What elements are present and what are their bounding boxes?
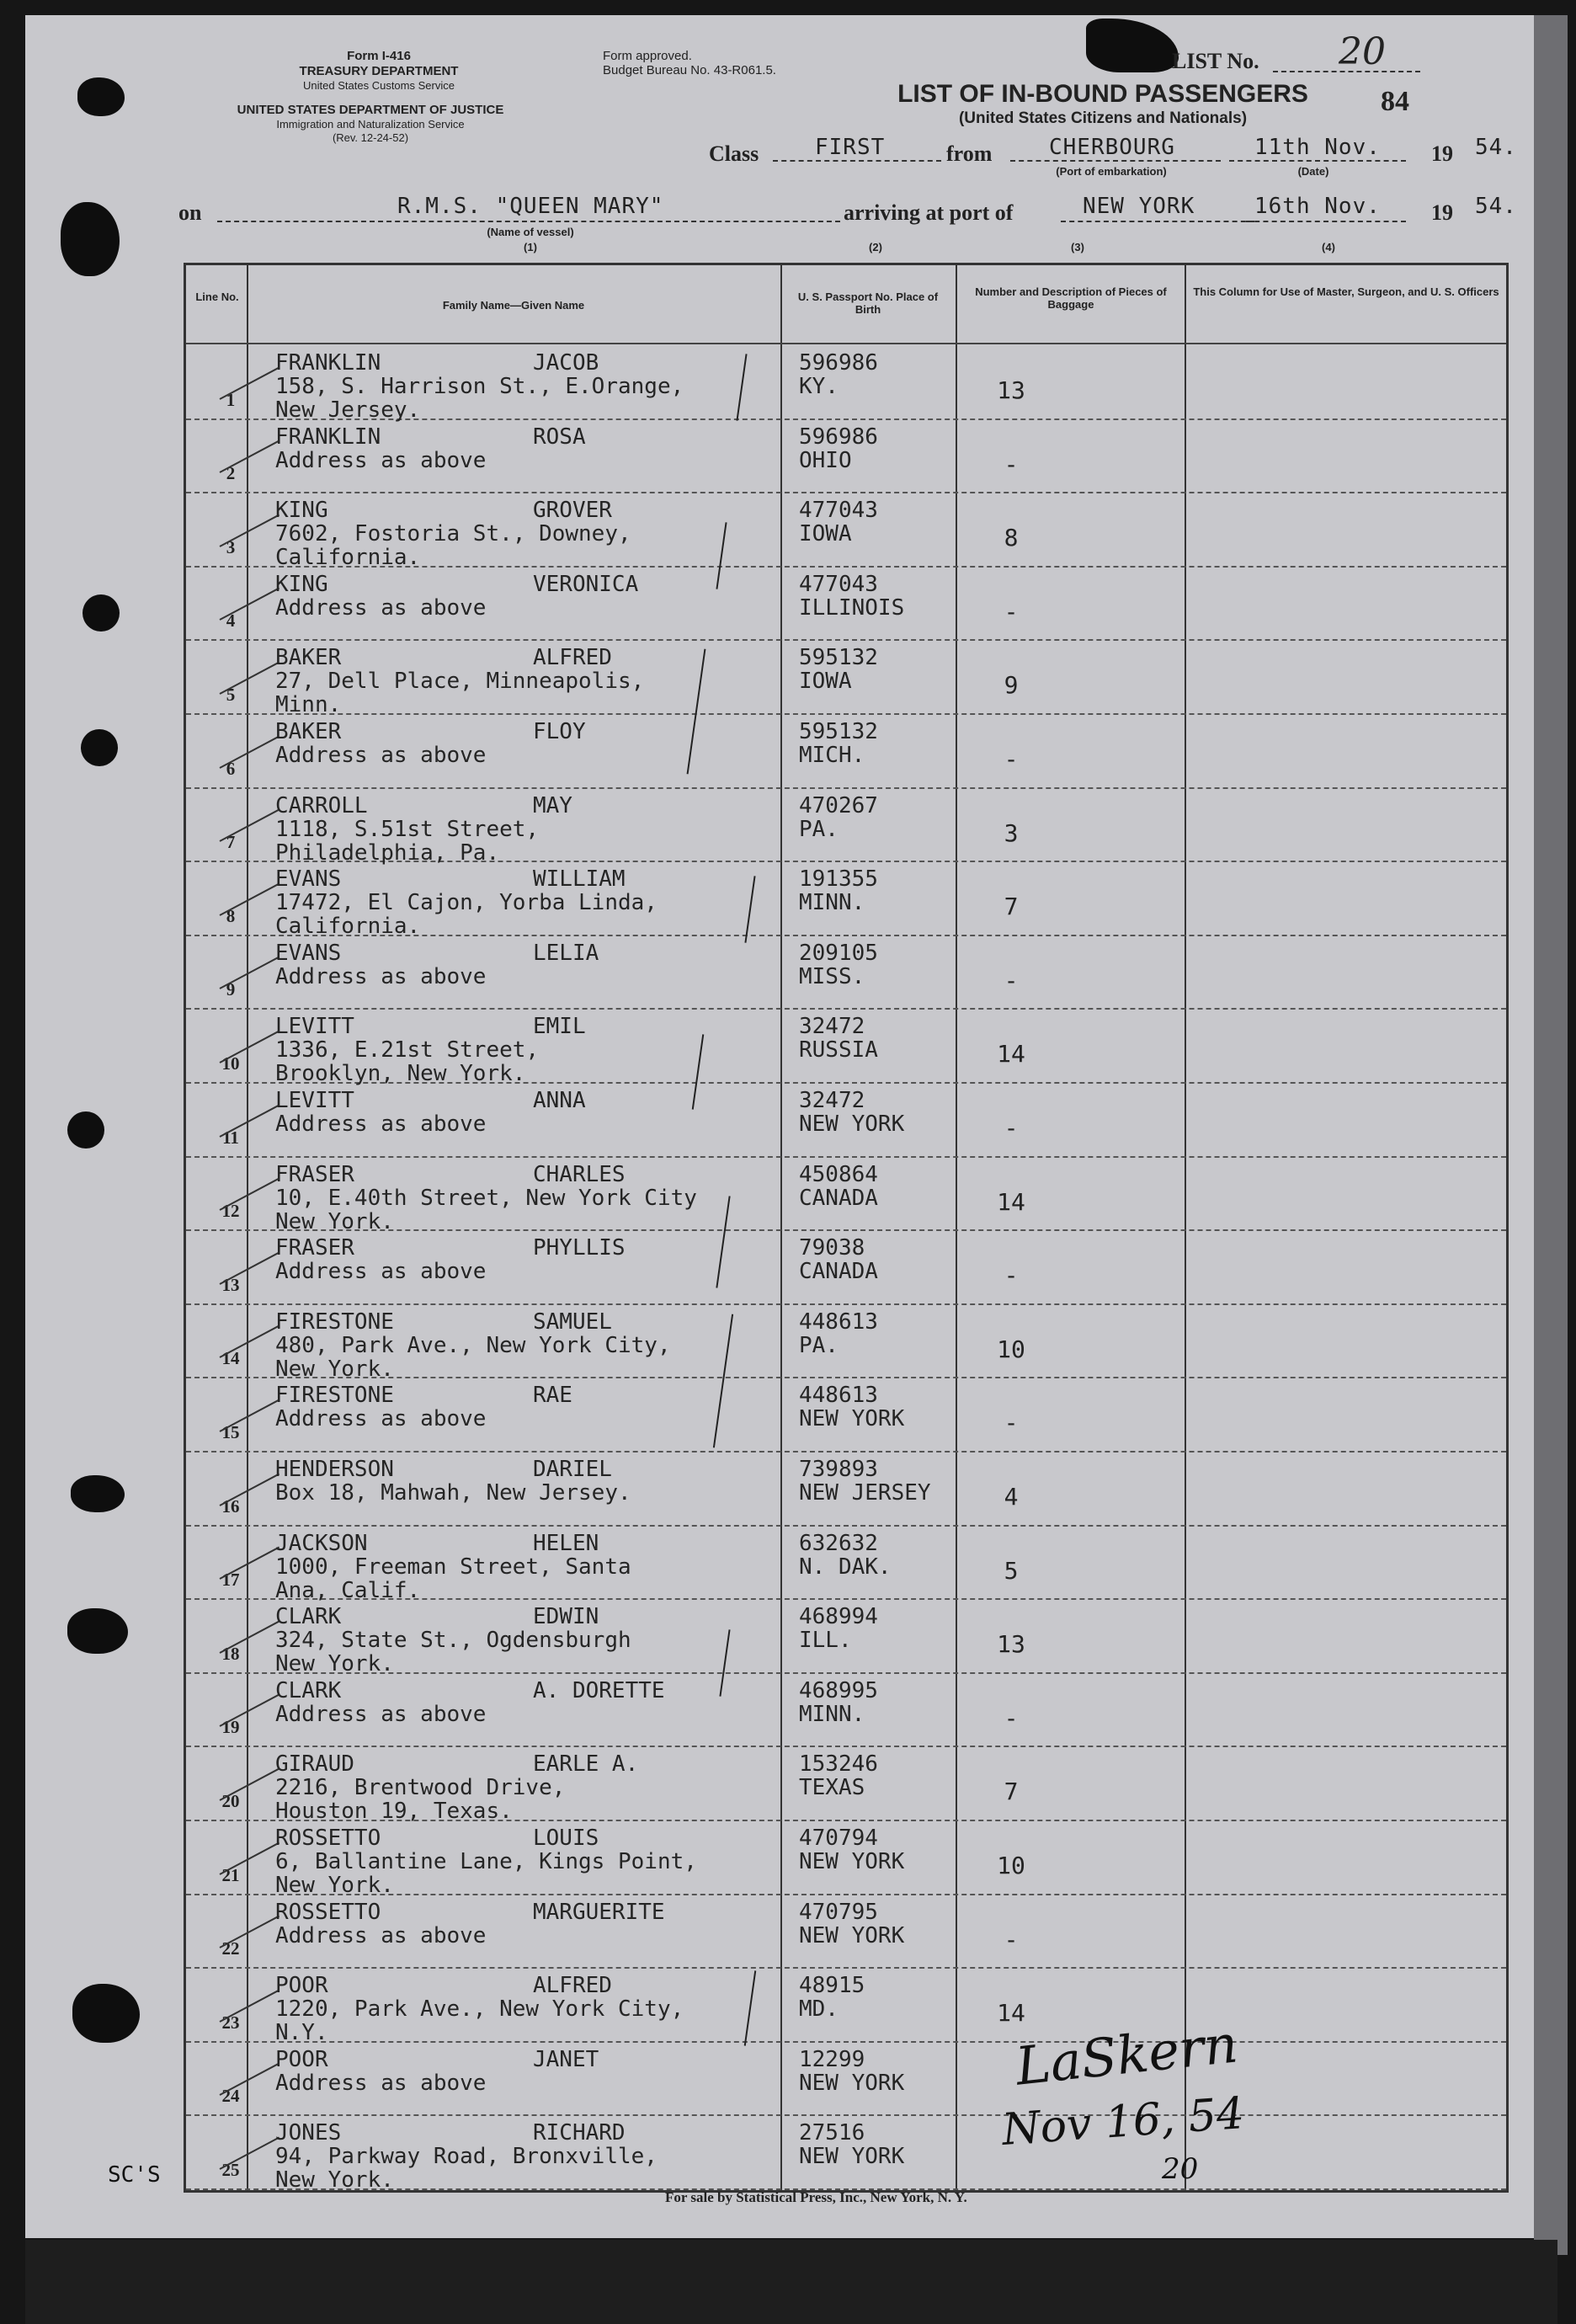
col-header-passport: U. S. Passport No. Place of Birth <box>797 290 939 316</box>
given-name: JANET <box>533 2046 599 2072</box>
line-number: 15 <box>221 1421 240 1442</box>
passport-number: 32472 <box>799 1088 865 1113</box>
address: 158, S. Harrison St., E.Orange, New Jersey. <box>275 374 684 423</box>
treasury-dept: TREASURY DEPARTMENT <box>299 64 459 78</box>
punch-hole <box>77 77 125 116</box>
place-of-birth: ILL. <box>799 1628 852 1654</box>
address: 1336, E.21st Street, Brooklyn, New York. <box>275 1037 540 1087</box>
row-tick <box>220 1620 280 1653</box>
table-row <box>186 1527 1506 1601</box>
arrival-date-line <box>1246 221 1406 222</box>
table-row <box>186 1895 1506 1970</box>
baggage-count: 8 <box>1004 524 1019 552</box>
given-name: ALFRED <box>533 645 612 671</box>
passport-number: 477043 <box>799 498 878 524</box>
given-name: LOUIS <box>533 1826 599 1851</box>
arriving-label: arriving at port of <box>844 200 1014 225</box>
address: Address as above <box>275 1922 487 1948</box>
passenger-table <box>184 263 1509 2193</box>
passport-number: 191355 <box>799 866 878 893</box>
given-name: GROVER <box>533 498 612 524</box>
family-name: POOR <box>275 2046 328 2072</box>
baggage-count: 7 <box>1004 893 1019 921</box>
place-of-birth: PA. <box>799 816 839 842</box>
row-tick <box>220 1916 280 1948</box>
line-number: 10 <box>221 1053 240 1074</box>
line-number: 20 <box>221 1790 240 1811</box>
line-number: 21 <box>221 1864 240 1885</box>
baggage-count: - <box>1004 1703 1019 1732</box>
passport-number: 595132 <box>799 719 878 744</box>
row-tick <box>220 440 280 473</box>
given-name: ROSA <box>533 424 586 450</box>
family-name: FRANKLIN <box>275 424 381 450</box>
family-name: FIRESTONE <box>275 1309 394 1335</box>
baggage-count: - <box>1004 597 1019 626</box>
baggage-count: - <box>1004 450 1019 478</box>
col-header-line: Line No. <box>195 290 239 303</box>
year-prefix: 19 <box>1431 141 1453 166</box>
baggage-count: 3 <box>1004 818 1019 847</box>
line-number: 1 <box>226 389 236 410</box>
from-label: from <box>946 141 993 166</box>
given-name: PHYLLIS <box>533 1235 626 1261</box>
family-name: ROSSETTO <box>275 1826 381 1851</box>
place-of-birth: IOWA <box>799 669 852 695</box>
line-number: 2 <box>226 463 236 484</box>
family-name: KING <box>275 571 328 597</box>
baggage-count: - <box>1004 1409 1019 1437</box>
line-number: 14 <box>221 1348 240 1369</box>
line-number: 22 <box>221 1938 240 1959</box>
row-tick <box>220 809 280 842</box>
port-embark-caption: (Port of embarkation) <box>1056 165 1167 178</box>
place-of-birth: TEXAS <box>799 1775 865 1801</box>
page-number: 84 <box>1381 86 1409 117</box>
address: Address as above <box>275 2070 487 2096</box>
class-value: FIRST <box>815 135 886 160</box>
caption-2: (2) <box>869 241 882 253</box>
punch-hole <box>67 1111 104 1149</box>
line-number: 16 <box>221 1495 240 1516</box>
table-row <box>186 346 1506 423</box>
table-row <box>186 1747 1506 1825</box>
address: Address as above <box>275 963 487 989</box>
passport-number: 632632 <box>799 1530 878 1556</box>
inspector-signature: LaSkern <box>1012 2012 1241 2097</box>
address: Box 18, Mahwah, New Jersey. <box>275 1480 631 1506</box>
baggage-count: - <box>1004 1925 1019 1954</box>
address: 1220, Park Ave., New York City, N.Y. <box>275 1996 684 2046</box>
place-of-birth: IOWA <box>799 521 852 547</box>
row-tick <box>220 957 280 989</box>
family-name: POOR <box>275 1973 328 1999</box>
baggage-count: 14 <box>997 1040 1025 1069</box>
place-of-birth: PA. <box>799 1332 839 1358</box>
address: 324, State St., Ogdensburgh New York. <box>275 1628 631 1677</box>
baggage-count: 14 <box>997 1999 1025 2028</box>
passport-number: 48915 <box>799 1973 865 1999</box>
list-title: LIST OF IN-BOUND PASSENGERS <box>897 80 1308 108</box>
footer-printer: For sale by Statistical Press, Inc., New York, N. Y. <box>665 2189 967 2205</box>
port-arrival-line <box>1061 221 1254 222</box>
ins-service: Immigration and Naturalization Service <box>276 118 465 131</box>
passport-number: 477043 <box>799 571 878 597</box>
table-row <box>186 1821 1506 1898</box>
baggage-count: 4 <box>1004 1483 1019 1511</box>
address: Address as above <box>275 1701 487 1727</box>
row-tick <box>220 1325 280 1358</box>
form-approved: Form approved. <box>603 49 692 63</box>
address: 17472, El Cajon, Yorba Linda, California. <box>275 890 658 940</box>
caption-1: (1) <box>524 241 537 253</box>
row-tick <box>220 1694 280 1727</box>
table-row <box>186 789 1506 866</box>
passport-number: 450864 <box>799 1161 878 1187</box>
place-of-birth: N. DAK. <box>799 1554 892 1580</box>
place-of-birth: MICH. <box>799 743 865 768</box>
scan-border <box>25 2240 1557 2324</box>
place-of-birth: KY. <box>799 374 839 399</box>
place-of-birth: NEW YORK <box>799 2070 905 2096</box>
list-number: 20 <box>1339 30 1386 73</box>
row-tick <box>220 1031 280 1063</box>
family-name: KING <box>275 498 328 524</box>
family-name: HENDERSON <box>275 1457 394 1482</box>
ink-blot <box>72 1984 140 2043</box>
place-of-birth: OHIO <box>799 447 852 473</box>
given-name: JACOB <box>533 350 599 376</box>
line-number: 24 <box>221 2086 240 2107</box>
family-name: FRASER <box>275 1235 354 1261</box>
table-row <box>186 1600 1506 1677</box>
table-row <box>186 1084 1506 1158</box>
port-embark-line <box>1010 160 1221 162</box>
port-embarkation: CHERBOURG <box>1049 135 1175 160</box>
baggage-count: 7 <box>1004 1778 1019 1806</box>
ink-blot <box>71 1475 125 1512</box>
baggage-count: - <box>1004 1114 1019 1142</box>
caption-3: (3) <box>1071 241 1084 253</box>
baggage-count: 9 <box>1004 671 1019 700</box>
address: 94, Parkway Road, Bronxville, New York. <box>275 2144 658 2193</box>
address: 1118, S.51st Street, Philadelphia, Pa. <box>275 816 540 866</box>
baggage-count: - <box>1004 966 1019 994</box>
header-rule <box>186 343 1506 344</box>
table-row <box>186 420 1506 494</box>
line-number: 8 <box>226 905 236 926</box>
line-number: 3 <box>226 536 236 557</box>
given-name: RICHARD <box>533 2120 626 2146</box>
given-name: SAMUEL <box>533 1309 612 1335</box>
row-tick <box>220 662 280 695</box>
row-tick <box>220 1178 280 1211</box>
row-tick <box>220 1989 280 2022</box>
address: Address as above <box>275 743 487 768</box>
passport-number: 12299 <box>799 2046 865 2072</box>
line-number: 11 <box>222 1127 239 1148</box>
family-name: EVANS <box>275 866 342 893</box>
line-number: 18 <box>221 1643 240 1664</box>
punch-hole <box>81 729 118 766</box>
customs-service: United States Customs Service <box>303 79 455 92</box>
caption-4: (4) <box>1322 241 1335 253</box>
passport-number: 27516 <box>799 2120 865 2146</box>
table-row <box>186 568 1506 642</box>
table-row <box>186 1674 1506 1748</box>
ink-blot <box>67 1608 128 1654</box>
row-tick <box>220 366 280 399</box>
family-name: CLARK <box>275 1677 342 1703</box>
signature-date: Nov 16, 54 <box>1000 2088 1246 2156</box>
class-label: Class <box>709 141 759 166</box>
table-row <box>186 1158 1506 1232</box>
baggage-count: - <box>1004 1261 1019 1290</box>
ink-blot <box>61 202 120 276</box>
row-tick <box>220 1399 280 1432</box>
given-name: EARLE A. <box>533 1751 639 1778</box>
baggage-count: 5 <box>1004 1556 1019 1585</box>
line-number: 9 <box>226 979 236 1000</box>
on-label: on <box>178 200 202 225</box>
row-tick <box>220 735 280 768</box>
table-row <box>186 715 1506 789</box>
family-name: FIRESTONE <box>275 1383 394 1409</box>
given-name: DARIEL <box>533 1457 612 1482</box>
row-tick <box>220 1104 280 1137</box>
passport-number: 468995 <box>799 1677 878 1703</box>
given-name: EMIL <box>533 1014 586 1040</box>
address: 10, E.40th Street, New York City New York. <box>275 1185 697 1234</box>
row-tick <box>220 1768 280 1801</box>
table-row <box>186 1378 1506 1452</box>
table-row <box>186 936 1506 1010</box>
punch-hole <box>83 594 120 632</box>
passport-number: 470795 <box>799 1899 878 1925</box>
row-tick <box>220 1547 280 1580</box>
table-row <box>186 1010 1506 1087</box>
given-name: ANNA <box>533 1088 586 1113</box>
arrival-year: 54. <box>1475 194 1517 219</box>
passport-number: 32472 <box>799 1014 865 1040</box>
place-of-birth: CANADA <box>799 1259 878 1285</box>
place-of-birth: NEW YORK <box>799 2144 905 2170</box>
baggage-count: 14 <box>997 1187 1025 1216</box>
table-row <box>186 1452 1506 1527</box>
row-tick <box>220 514 280 546</box>
justice-dept: UNITED STATES DEPARTMENT OF JUSTICE <box>237 103 504 117</box>
passport-number: 595132 <box>799 645 878 671</box>
place-of-birth: MISS. <box>799 963 865 989</box>
embark-year: 54. <box>1475 135 1517 160</box>
family-name: ROSSETTO <box>275 1899 381 1925</box>
line-number: 4 <box>226 610 236 632</box>
table-row <box>186 2043 1506 2117</box>
address: 480, Park Ave., New York City, New York. <box>275 1332 671 1382</box>
line-number: 17 <box>221 1570 240 1591</box>
given-name: MAY <box>533 792 572 818</box>
table-row <box>186 641 1506 718</box>
address: 27, Dell Place, Minneapolis, Minn. <box>275 669 645 718</box>
list-subtitle: (United States Citizens and Nationals) <box>958 109 1248 127</box>
family-name: JONES <box>275 2120 342 2146</box>
given-name: CHARLES <box>533 1161 626 1187</box>
line-number: 13 <box>221 1274 240 1295</box>
given-name: A. DORETTE <box>533 1677 665 1703</box>
family-name: GIRAUD <box>275 1751 354 1778</box>
col-header-baggage: Number and Description of Pieces of Baggage <box>975 285 1167 311</box>
baggage-count: - <box>1004 745 1019 773</box>
address: 7602, Fostoria St., Downey, California. <box>275 521 631 571</box>
address: Address as above <box>275 1111 487 1137</box>
signature-number: 20 <box>1162 2152 1199 2186</box>
address: 1000, Freeman Street, Santa Ana, Calif. <box>275 1554 631 1603</box>
passport-number: 153246 <box>799 1751 878 1778</box>
col-header-officers: This Column for Use of Master, Surgeon, and U. S. Officers <box>1193 285 1499 298</box>
given-name: EDWIN <box>533 1604 599 1630</box>
family-name: FRASER <box>275 1161 354 1187</box>
line-number: 19 <box>221 1717 240 1738</box>
class-line <box>773 160 941 162</box>
family-name: BAKER <box>275 719 342 744</box>
family-name: JACKSON <box>275 1530 368 1556</box>
vessel-name: R.M.S. "QUEEN MARY" <box>397 194 664 219</box>
place-of-birth: NEW YORK <box>799 1922 905 1948</box>
baggage-count: 13 <box>997 376 1025 404</box>
given-name: ALFRED <box>533 1973 612 1999</box>
table-row <box>186 862 1506 940</box>
place-of-birth: RUSSIA <box>799 1037 878 1063</box>
revision: (Rev. 12-24-52) <box>332 131 409 144</box>
port-arrival: NEW YORK <box>1083 194 1195 219</box>
address: Address as above <box>275 1406 487 1432</box>
line-number: 7 <box>226 832 236 853</box>
row-tick <box>220 588 280 621</box>
place-of-birth: MD. <box>799 1996 839 2023</box>
family-name: LEVITT <box>275 1014 354 1040</box>
given-name: HELEN <box>533 1530 599 1556</box>
line-number: 12 <box>221 1201 240 1222</box>
baggage-count: 13 <box>997 1630 1025 1659</box>
budget-bureau: Budget Bureau No. 43-R061.5. <box>603 63 776 77</box>
date-caption: (Date) <box>1297 165 1329 178</box>
family-name: EVANS <box>275 940 342 966</box>
place-of-birth: MINN. <box>799 1701 865 1727</box>
family-name: CLARK <box>275 1604 342 1630</box>
passport-number: 739893 <box>799 1457 878 1482</box>
vessel-line <box>217 221 840 222</box>
page-edge <box>1534 15 1568 2255</box>
given-name: LELIA <box>533 940 599 966</box>
address: Address as above <box>275 594 487 621</box>
passport-number: 470794 <box>799 1826 878 1851</box>
passport-number: 448613 <box>799 1383 878 1409</box>
baggage-count: 10 <box>997 1335 1025 1363</box>
passport-number: 468994 <box>799 1604 878 1630</box>
line-number: 23 <box>221 2012 240 2033</box>
address: 2216, Brentwood Drive, Houston 19, Texas. <box>275 1775 566 1825</box>
address: 6, Ballantine Lane, Kings Point, New York. <box>275 1849 697 1898</box>
given-name: RAE <box>533 1383 572 1409</box>
form-number: Form I-416 <box>347 49 411 63</box>
row-tick <box>220 2137 280 2170</box>
place-of-birth: NEW YORK <box>799 1406 905 1432</box>
line-number: 25 <box>221 2159 240 2180</box>
family-name: FRANKLIN <box>275 350 381 376</box>
row-tick <box>220 1473 280 1506</box>
passport-number: 470267 <box>799 792 878 818</box>
place-of-birth: CANADA <box>799 1185 878 1211</box>
given-name: FLOY <box>533 719 586 744</box>
place-of-birth: NEW YORK <box>799 1849 905 1874</box>
baggage-count: 10 <box>997 1852 1025 1879</box>
address: Address as above <box>275 447 487 473</box>
family-name: BAKER <box>275 645 342 671</box>
row-tick <box>220 1842 280 1874</box>
table-row <box>186 1305 1506 1382</box>
place-of-birth: NEW YORK <box>799 1111 905 1137</box>
arrival-date: 16th Nov. <box>1254 194 1381 219</box>
table-row <box>186 1231 1506 1305</box>
passport-number: 79038 <box>799 1235 865 1261</box>
passport-number: 596986 <box>799 350 878 376</box>
year-prefix-2: 19 <box>1431 200 1453 225</box>
table-row <box>186 2116 1506 2193</box>
place-of-birth: ILLINOIS <box>799 594 905 621</box>
line-number: 6 <box>226 758 236 779</box>
passport-number: 448613 <box>799 1309 878 1335</box>
family-name: LEVITT <box>275 1088 354 1113</box>
margin-stamp: SC'S <box>108 2162 161 2188</box>
given-name: MARGUERITE <box>533 1899 665 1925</box>
vessel-caption: (Name of vessel) <box>487 226 574 238</box>
line-number: 5 <box>226 684 236 705</box>
given-name: WILLIAM <box>533 866 626 893</box>
passport-number: 596986 <box>799 424 878 450</box>
col-header-name: Family Name—Given Name <box>442 299 585 312</box>
family-name: CARROLL <box>275 792 368 818</box>
passport-number: 209105 <box>799 940 878 966</box>
embark-date: 11th Nov. <box>1254 135 1381 160</box>
row-tick <box>220 882 280 915</box>
row-tick <box>220 2063 280 2096</box>
place-of-birth: MINN. <box>799 890 865 916</box>
address: Address as above <box>275 1259 487 1285</box>
embark-date-line <box>1229 160 1406 162</box>
list-number-label: LIST No. <box>1172 49 1259 73</box>
table-row <box>186 1969 1506 2046</box>
given-name: VERONICA <box>533 571 639 597</box>
table-row <box>186 493 1506 571</box>
place-of-birth: NEW JERSEY <box>799 1480 931 1506</box>
row-tick <box>220 1251 280 1284</box>
